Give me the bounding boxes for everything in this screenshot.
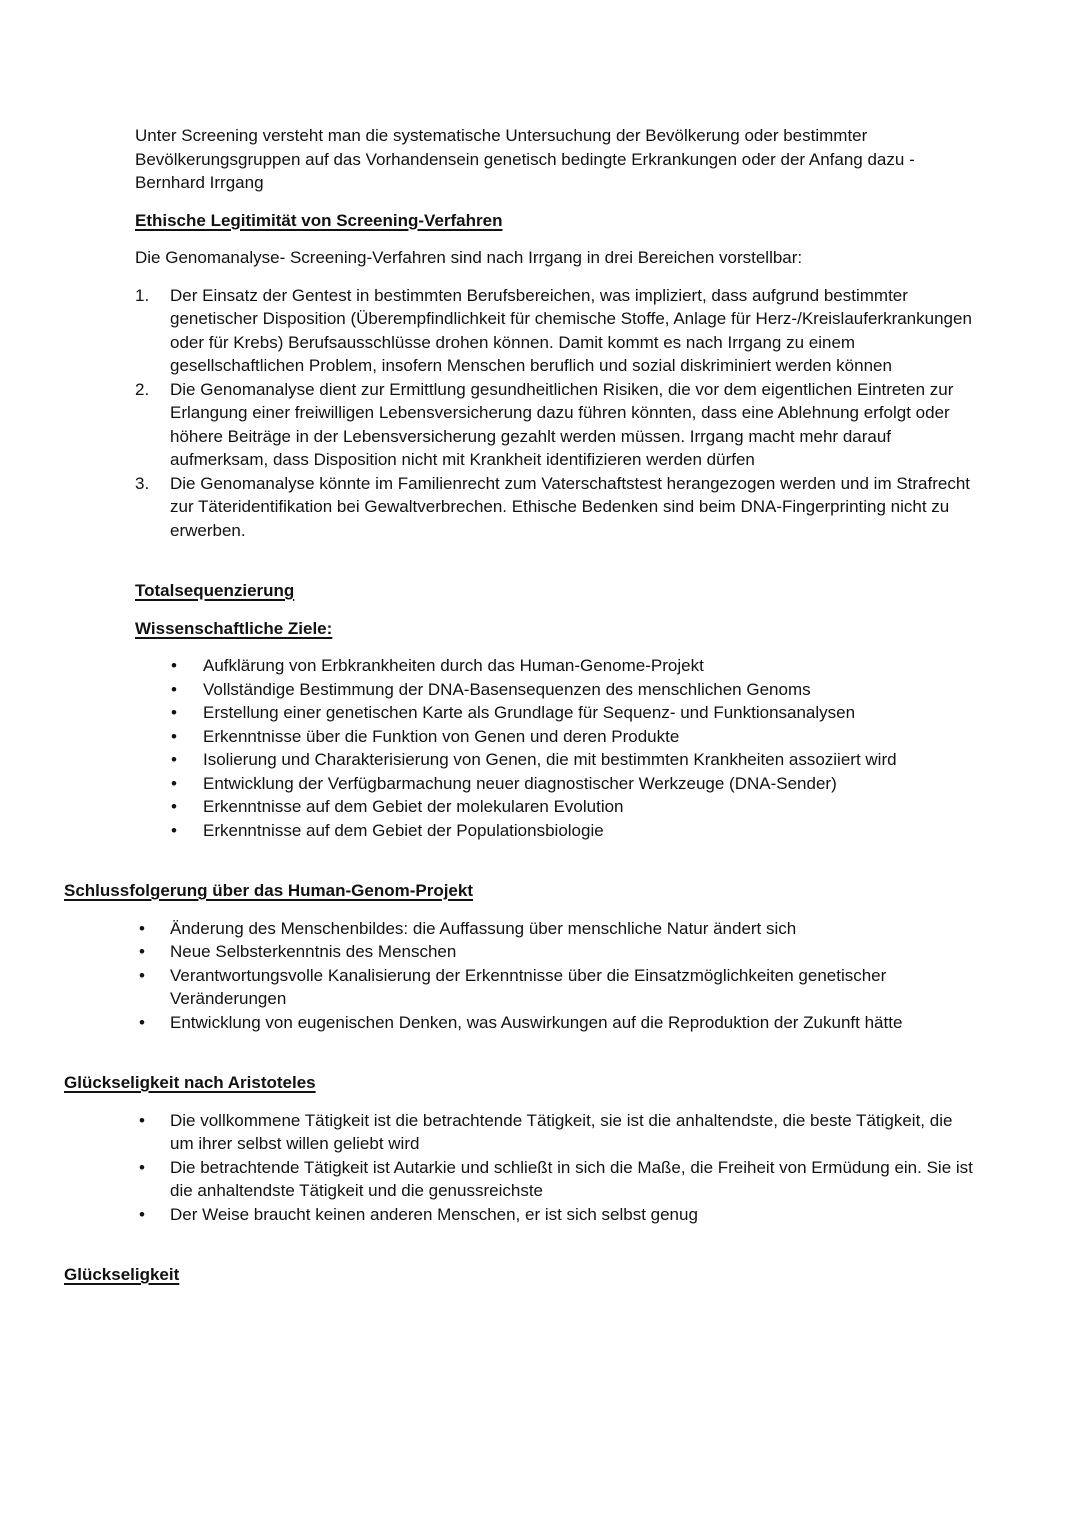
bullet-item: • Der Weise braucht keinen anderen Menschen, er ist sich selbst genug bbox=[64, 1203, 976, 1227]
heading-totalsequenzierung: Totalsequenzierung bbox=[135, 581, 295, 600]
list-number-marker: 1. bbox=[135, 285, 150, 305]
bullet-item: • Isolierung und Charakterisierung von Genen, die mit bestimmten Krankheiten assoziiert wird bbox=[135, 748, 976, 772]
bullet-list-schlussfolgerung bbox=[64, 917, 976, 1035]
bullet-item: • Verantwortungsvolle Kanalisierung der Erkenntnisse über die Einsatzmöglichkeiten genetischer Veränderungen bbox=[64, 964, 976, 1011]
numbered-list-screening-bereiche bbox=[135, 284, 976, 543]
numbered-item-text: Der Einsatz der Gentest in bestimmten Berufsbereichen, was impliziert, dass aufgrund bestimmter genetischer Disposition (Überempfindlichkeit für chemische Stoffe, Anlage für Herz-/Kreislauferkrankungen oder für Krebs) Berufsausschlüsse drohen können. Damit kommt es nach Irrgang zu einem gesellschaftlichen Problem, insofern Menschen beruflich und sozial diskriminiert werden können bbox=[170, 285, 972, 375]
bullet-item: • Vollständige Bestimmung der DNA-Basensequenzen des menschlichen Genoms bbox=[135, 678, 976, 702]
bullet-item: • Entwicklung der Verfügbarmachung neuer diagnostischer Werkzeuge (DNA-Sender) bbox=[135, 772, 976, 796]
list-number-marker: 2. bbox=[135, 379, 150, 399]
numbered-item-text: Die Genomanalyse dient zur Ermittlung gesundheitlichen Risiken, die vor dem eigentlichen Eintreten zur Erlangung einer freiwilligen Lebensversicherung dazu führen könnten, dass eine Ablehnung erfolgt oder höhere Beiträge in der Lebensversicherung gezahlt werden müssen. Irrgang macht mehr darauf aufmerksam, dass Disposition nicht mit Krankheit identifizieren werden dürfen bbox=[170, 379, 954, 469]
bullet-item: • Die betrachtende Tätigkeit ist Autarkie und schließt in sich die Maße, die Freiheit von Ermüdung ein. Sie ist die anhaltendste Tätigkeit und die genussreichste bbox=[64, 1156, 976, 1203]
numbered-list-item bbox=[135, 284, 976, 378]
document-body-indented-block bbox=[135, 124, 976, 842]
bullet-item: • Erkenntnisse über die Funktion von Genen und deren Produkte bbox=[135, 725, 976, 749]
bullet-item: • Erstellung einer genetischen Karte als Grundlage für Sequenz- und Funktionsanalysen bbox=[135, 701, 976, 725]
heading-glueckseligkeit-aristoteles: Glückseligkeit nach Aristoteles bbox=[64, 1073, 316, 1092]
list-number-marker: 3. bbox=[135, 473, 150, 493]
numbered-list-item bbox=[135, 378, 976, 472]
bullet-item: • Erkenntnisse auf dem Gebiet der Populationsbiologie bbox=[135, 819, 976, 843]
heading-glueckseligkeit: Glückseligkeit bbox=[64, 1265, 180, 1284]
numbered-item-text: Die Genomanalyse könnte im Familienrecht zum Vaterschaftstest herangezogen werden und im Strafrecht zur Täteridentifikation bei Gewaltverbrechen. Ethische Bedenken sind beim DNA-Fingerprinting nicht zu erwerben. bbox=[170, 473, 971, 540]
intro-paragraph: Unter Screening versteht man die systematische Untersuchung der Bevölkerung oder bestimmter Bevölkerungsgruppen auf das Vorhandensein genetisch bedingte Erkrankungen oder der Anfang dazu - Bernhard Irrgang bbox=[135, 126, 915, 192]
bullet-item: • Die vollkommene Tätigkeit ist die betrachtende Tätigkeit, sie ist die anhaltendste, die beste Tätigkeit, die um ihrer selbst willen geliebt wird bbox=[64, 1109, 976, 1156]
bullet-list-wissenschaftliche-ziele bbox=[135, 654, 976, 842]
heading-ethische-legitimitaet: Ethische Legitimität von Screening-Verfahren bbox=[135, 210, 503, 230]
bullet-item: • Entwicklung von eugenischen Denken, was Auswirkungen auf die Reproduktion der Zukunft hätte bbox=[64, 1011, 976, 1035]
heading-wissenschaftliche-ziele: Wissenschaftliche Ziele: bbox=[135, 618, 333, 638]
bullet-list-glueckseligkeit-aristoteles bbox=[64, 1109, 976, 1227]
bullet-item: • Änderung des Menschenbildes: die Auffassung über menschliche Natur ändert sich bbox=[64, 917, 976, 941]
ethische-lead-paragraph: Die Genomanalyse- Screening-Verfahren sind nach Irrgang in drei Bereichen vorstellbar: bbox=[135, 248, 803, 267]
bullet-item: • Erkenntnisse auf dem Gebiet der molekularen Evolution bbox=[135, 795, 976, 819]
heading-schlussfolgerung: Schlussfolgerung über das Human-Genom-Projekt bbox=[64, 881, 474, 900]
bullet-item: • Neue Selbsterkenntnis des Menschen bbox=[64, 940, 976, 964]
numbered-list-item bbox=[135, 472, 976, 543]
bullet-item: • Aufklärung von Erbkrankheiten durch das Human-Genome-Projekt bbox=[135, 654, 976, 678]
